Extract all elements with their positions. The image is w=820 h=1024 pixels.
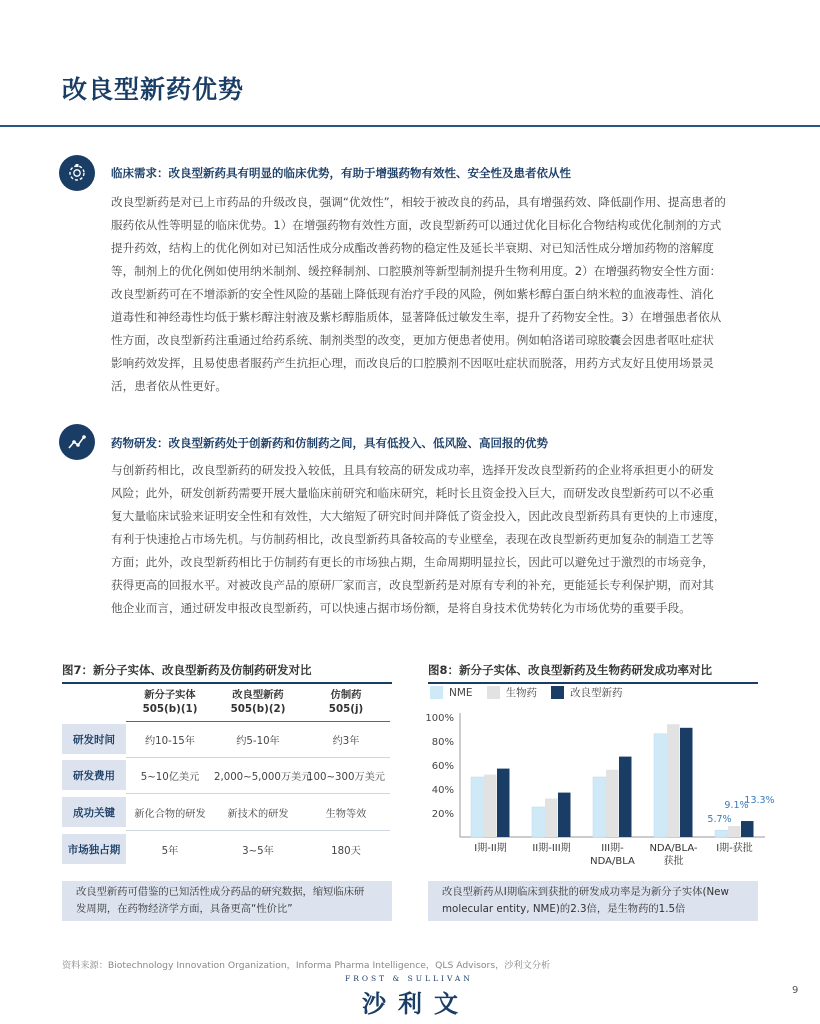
fig7-cell: 生物等效	[325, 809, 367, 820]
section1-line: 道毒性和神经毒性均低于紫杉醇注射液及紫杉醇脂质体，显著降低过敏发生率，提升了药物安全性。3）在增强患者依从	[111, 310, 722, 324]
fig7-col-header-code: 505(b)(2)	[230, 703, 286, 715]
section1-line: 性方面，改良型新药注重通过给药系统、制剂类型的改变，更加方便患者使用。例如帕洛诺司琼胶囊会因患者呕吐症状	[111, 333, 714, 347]
title-divider	[0, 125, 820, 127]
fig7-cell: 5~10亿美元	[140, 772, 200, 783]
legend-item-improved-drug	[551, 685, 623, 700]
section2-line: 获得更高的回报水平。对被改良产品的原研厂家而言，改良型新药是对原有专利的补充，更能延长专利保护期，而对其	[111, 578, 714, 592]
bar-nme	[654, 734, 667, 837]
fig7-cell: 180天	[331, 846, 361, 857]
section1-line: 改良型新药可在不增添新的安全性风险的基础上降低现有治疗手段的风险，例如紫杉醇白蛋白纳米粒的血液毒性、消化	[111, 287, 714, 301]
fig7-title-rule	[62, 682, 392, 684]
bar-biologic	[484, 775, 497, 837]
bar-nme	[593, 777, 606, 837]
fig8-note-line: 改良型新药从I期临床到获批的研发成功率是为新分子实体(New	[442, 886, 729, 898]
y-tick-label: 20%	[431, 809, 454, 820]
section2-line: 他企业而言，通过研发申报改良型新药，可以快速占据市场份额，是将自身技术优势转化为市场优势的重要手段。	[111, 601, 691, 615]
legend-label-nme: NME	[449, 686, 473, 699]
medicine-gear-icon	[59, 155, 95, 191]
success-rate-bar-chart	[420, 705, 780, 875]
bar-nme	[715, 830, 728, 837]
fig7-note-line: 发周期，在药物经济学方面，具备更高“性价比”	[76, 903, 293, 915]
chart-legend	[430, 685, 637, 700]
section1-heading: 临床需求：改良型新药具有明显的临床优势，有助于增强药物有效性、安全性及患者依从性	[111, 166, 571, 180]
fig8-title: 图8：新分子实体、改良型新药及生物药研发成功率对比	[428, 663, 712, 677]
fig7-header-rule	[126, 721, 390, 722]
section2-line: 风险；此外，研发创新药需要开展大量临床前研究和临床研究，耗时长且资金投入巨大，而研发改良型新药可以不必重	[111, 486, 714, 500]
fig7-cell: 100~300万美元	[307, 772, 385, 783]
fig7-col-header-code: 505(b)(1)	[142, 703, 198, 715]
bar-improved-drug	[680, 728, 693, 837]
bar-biologic	[545, 799, 558, 837]
data-label: 13.3%	[744, 795, 775, 807]
y-tick-label: 100%	[425, 713, 454, 724]
fig7-cell: 约3年	[332, 736, 360, 747]
x-category-label: NDA/BLA	[590, 856, 635, 867]
bar-nme	[532, 807, 545, 837]
section2-heading: 药物研发：改良型新药处于创新药和仿制药之间，具有低投入、低风险、高回报的优势	[111, 436, 548, 450]
fig7-cell: 新技术的研发	[227, 809, 289, 820]
page-title: 改良型新药优势	[62, 75, 245, 104]
legend-swatch-nme	[430, 686, 443, 699]
fig7-cell: 新化合物的研发	[134, 809, 206, 820]
fig7-col-header-name: 改良型新药	[232, 689, 284, 701]
section2-line: 方面；此外，改良型新药相比于仿制药有更长的市场独占期，生命周期明显拉长，因此可以避免过于激烈的市场竞争，	[111, 555, 714, 569]
y-tick-label: 60%	[431, 761, 454, 772]
logo-english: FROST & SULLIVAN	[345, 974, 473, 983]
bar-improved-drug	[619, 757, 632, 837]
fig8-note-line: molecular entity, NME)的2.3倍，是生物药的1.5倍	[442, 903, 686, 915]
section1-line: 服药依从性等明显的临床优势。1）在增强药物有效性方面，改良型新药可以通过优化目标化合物结构或优化制剂的方式	[111, 218, 722, 232]
fig7-note-line: 改良型新药可借鉴的已知活性成分药品的研究数据，缩短临床研	[76, 886, 365, 898]
fig7-row-label: 成功关键	[62, 797, 126, 827]
section1-line: 改良型新药是对已上市药品的升级改良，强调“优效性”，相较于被改良的药品，具有增强药效、降低副作用、提高患者的	[111, 195, 726, 209]
x-category-label: I期-II期	[474, 843, 507, 854]
fig7-cell: 2,000~5,000万美元	[214, 772, 312, 783]
legend-swatch-biologic	[487, 686, 500, 699]
y-tick-label: 80%	[431, 737, 454, 748]
bar-biologic	[606, 770, 619, 837]
fig7-col-header-code: 505(j)	[328, 703, 364, 715]
fig7-cell: 5年	[161, 846, 179, 857]
section1-line: 提升药效，结构上的优化例如对已知活性成分成酯改善药物的稳定性及延长半衰期、对已知活性成分增加药物的溶解度	[111, 241, 714, 255]
research-chart-icon	[59, 424, 95, 460]
bar-biologic	[728, 826, 741, 837]
y-tick-label: 40%	[431, 785, 454, 796]
section1-line: 活，患者依从性更好。	[111, 379, 227, 393]
bar-nme	[471, 777, 484, 837]
fig8-title-rule	[428, 682, 758, 684]
legend-swatch-improved-drug	[551, 686, 564, 699]
bar-biologic	[667, 724, 680, 837]
data-label: 9.1%	[724, 800, 749, 812]
fig7-row-label: 市场独占期	[62, 834, 126, 864]
bar-improved-drug	[741, 821, 754, 837]
fig8-note	[428, 881, 758, 921]
fig7-row-divider	[126, 830, 390, 831]
section2-line: 与创新药相比，改良型新药的研发投入较低，且具有较高的研发成功率，选择开发改良型新药的企业将承担更小的研发	[111, 463, 714, 477]
fig7-cell: 约10-15年	[145, 736, 195, 747]
fig7-note	[62, 881, 392, 921]
x-category-label: NDA/BLA-	[649, 843, 698, 854]
logo-chinese: 沙利文	[362, 990, 470, 1018]
x-category-label: 获批	[663, 856, 684, 867]
fig7-col-header	[126, 688, 214, 716]
x-category-label: I期-获批	[716, 843, 753, 854]
fig7-row-divider	[126, 793, 390, 794]
section2-line: 复大量临床试验来证明安全性和有效性，大大缩短了研究时间并降低了资金投入，因此改良型新药具有更快的上市速度，	[111, 509, 726, 523]
x-category-label: III期-	[601, 843, 624, 854]
fig7-row-label: 研发时间	[62, 724, 126, 754]
fig7-col-header-name: 仿制药	[330, 689, 362, 701]
fig7-col-header-name: 新分子实体	[144, 689, 196, 701]
section1-line: 影响药效发挥，且易使患者服药产生抗拒心理，而改良后的口腔膜剂不因呕吐症状而脱落，用药方式友好且使用场景灵	[111, 356, 714, 370]
bar-improved-drug	[497, 769, 510, 837]
legend-item-biologic	[487, 685, 538, 700]
bar-improved-drug	[558, 793, 571, 837]
legend-label-biologic: 生物药	[505, 687, 538, 699]
fig7-row-label: 研发费用	[62, 760, 126, 790]
legend-item-nme	[430, 686, 473, 699]
source-note: 资料来源：Biotechnology Innovation Organization，Informa Pharma Intelligence，QLS Advisors，沙利文分析	[62, 960, 551, 971]
fig7-col-header	[214, 688, 302, 716]
fig7-col-header	[302, 688, 390, 716]
section1-line: 等，制剂上的优化例如使用纳米制剂、缓控释制剂、口腔膜剂等新型制剂提升生物利用度。2）在增强药物安全性方面：	[111, 264, 722, 278]
section2-line: 有利于快速抢占市场先机。与仿制药相比，改良型新药具备较高的专业壁垒，表现在改良型新药更加复杂的制造工艺等	[111, 532, 714, 546]
x-category-label: II期-III期	[532, 843, 571, 854]
fig7-cell: 约5-10年	[236, 736, 280, 747]
fig7-title: 图7：新分子实体、改良型新药及仿制药研发对比	[62, 663, 312, 677]
legend-label-improved-drug: 改良型新药	[570, 687, 623, 699]
page-number: 9	[792, 985, 799, 996]
fig7-row-divider	[126, 757, 390, 758]
fig7-cell: 3~5年	[242, 846, 274, 857]
data-label: 5.7%	[707, 814, 732, 826]
